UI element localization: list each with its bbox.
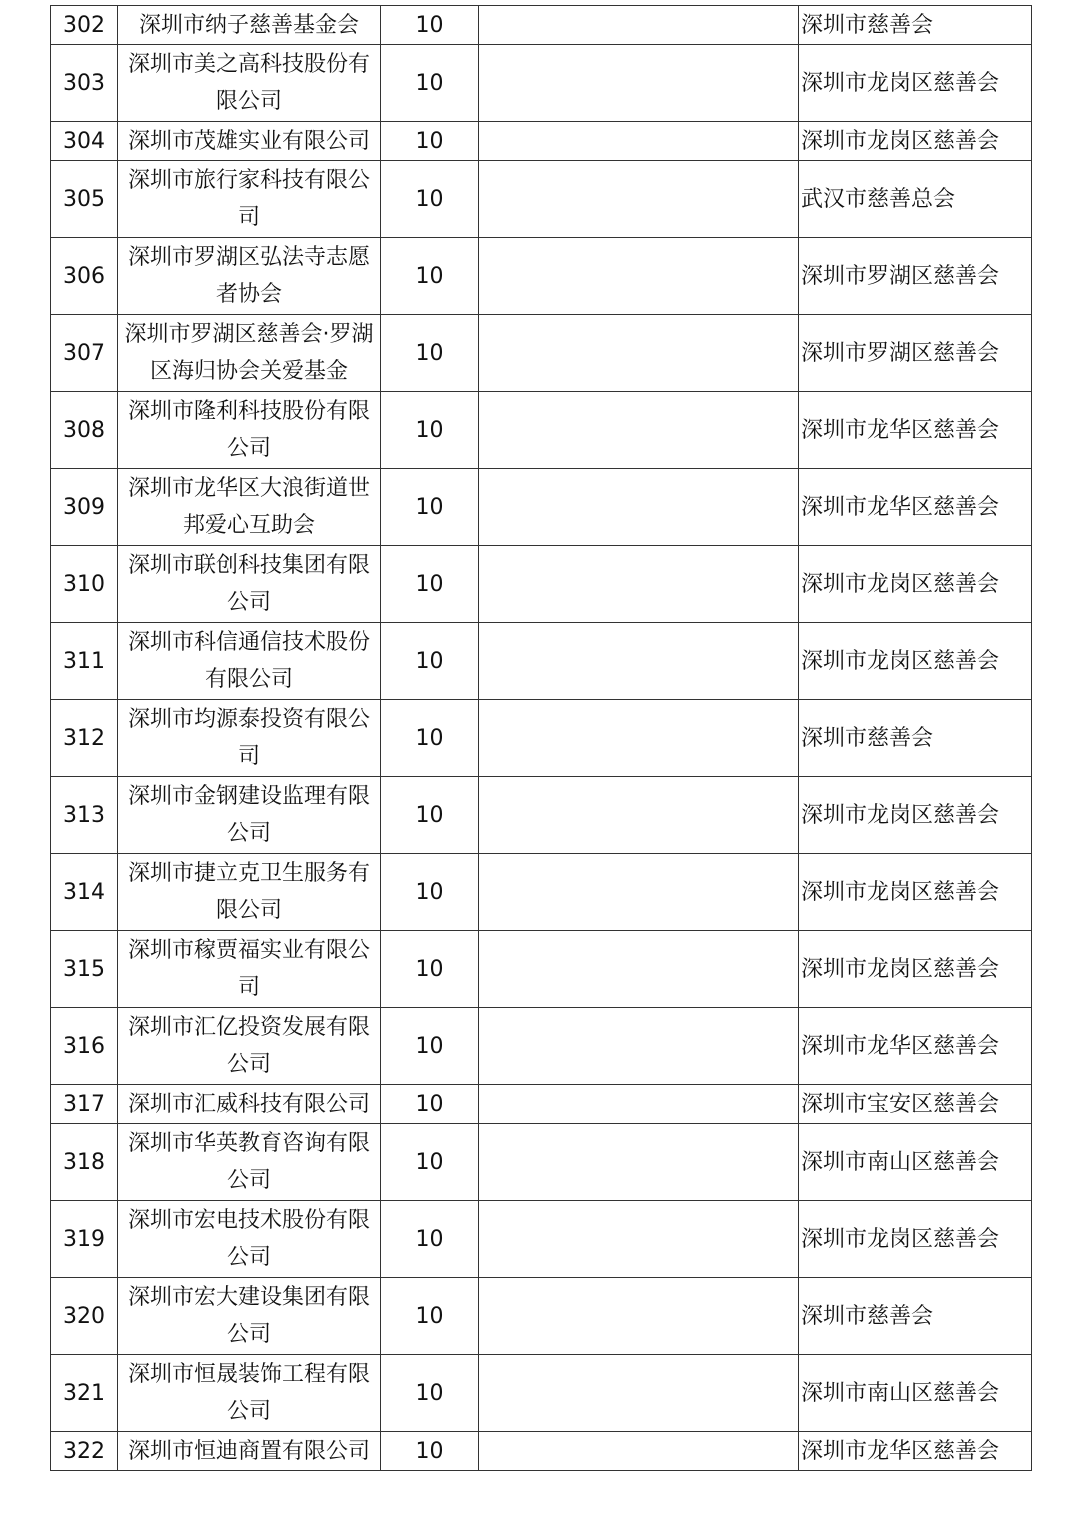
- recipient-cell: 深圳市龙岗区慈善会: [799, 777, 1032, 854]
- recipient-cell: 深圳市慈善会: [799, 6, 1032, 45]
- row-number-cell: 322: [51, 1432, 118, 1471]
- blank-cell: [479, 469, 799, 546]
- amount-cell: 10: [381, 1201, 479, 1278]
- donor-name-cell: 深圳市宏电技术股份有限公司: [118, 1201, 381, 1278]
- table-row: [51, 1201, 1032, 1278]
- amount-cell: 10: [381, 931, 479, 1008]
- table-row: [51, 1008, 1032, 1085]
- blank-cell: [479, 122, 799, 161]
- amount-cell: 10: [381, 777, 479, 854]
- row-number-cell: 319: [51, 1201, 118, 1278]
- blank-cell: [479, 1008, 799, 1085]
- donor-name-cell: 深圳市旅行家科技有限公司: [118, 161, 381, 238]
- amount-cell: 10: [381, 122, 479, 161]
- blank-cell: [479, 315, 799, 392]
- table-row: [51, 122, 1032, 161]
- table-row: [51, 546, 1032, 623]
- table-row: [51, 1355, 1032, 1432]
- donor-name-cell: 深圳市茂雄实业有限公司: [118, 122, 381, 161]
- row-number-cell: 307: [51, 315, 118, 392]
- table-row: [51, 315, 1032, 392]
- recipient-cell: 深圳市龙华区慈善会: [799, 1432, 1032, 1471]
- row-number-cell: 311: [51, 623, 118, 700]
- blank-cell: [479, 45, 799, 122]
- donor-name-cell: 深圳市宏大建设集团有限公司: [118, 1278, 381, 1355]
- row-number-cell: 304: [51, 122, 118, 161]
- donor-name-cell: 深圳市龙华区大浪街道世邦爱心互助会: [118, 469, 381, 546]
- donor-name-cell: 深圳市罗湖区弘法寺志愿者协会: [118, 238, 381, 315]
- amount-cell: 10: [381, 1008, 479, 1085]
- blank-cell: [479, 1278, 799, 1355]
- row-number-cell: 320: [51, 1278, 118, 1355]
- recipient-cell: 深圳市南山区慈善会: [799, 1355, 1032, 1432]
- amount-cell: 10: [381, 469, 479, 546]
- blank-cell: [479, 546, 799, 623]
- row-number-cell: 310: [51, 546, 118, 623]
- row-number-cell: 306: [51, 238, 118, 315]
- donor-name-cell: 深圳市科信通信技术股份有限公司: [118, 623, 381, 700]
- row-number-cell: 305: [51, 161, 118, 238]
- table-row: [51, 161, 1032, 238]
- table-row: [51, 6, 1032, 45]
- table-row: [51, 1085, 1032, 1124]
- amount-cell: 10: [381, 392, 479, 469]
- amount-cell: 10: [381, 854, 479, 931]
- table-row: [51, 1124, 1032, 1201]
- donor-name-cell: 深圳市捷立克卫生服务有限公司: [118, 854, 381, 931]
- blank-cell: [479, 854, 799, 931]
- row-number-cell: 318: [51, 1124, 118, 1201]
- donor-name-cell: 深圳市联创科技集团有限公司: [118, 546, 381, 623]
- recipient-cell: 深圳市龙华区慈善会: [799, 392, 1032, 469]
- amount-cell: 10: [381, 1085, 479, 1124]
- amount-cell: 10: [381, 6, 479, 45]
- amount-cell: 10: [381, 1355, 479, 1432]
- donor-name-cell: 深圳市汇威科技有限公司: [118, 1085, 381, 1124]
- donation-table-container: [50, 5, 1031, 1471]
- table-row: [51, 854, 1032, 931]
- blank-cell: [479, 238, 799, 315]
- recipient-cell: 深圳市龙岗区慈善会: [799, 623, 1032, 700]
- amount-cell: 10: [381, 1124, 479, 1201]
- row-number-cell: 313: [51, 777, 118, 854]
- recipient-cell: 深圳市龙华区慈善会: [799, 1008, 1032, 1085]
- amount-cell: 10: [381, 623, 479, 700]
- blank-cell: [479, 1355, 799, 1432]
- recipient-cell: 深圳市龙岗区慈善会: [799, 854, 1032, 931]
- blank-cell: [479, 623, 799, 700]
- row-number-cell: 315: [51, 931, 118, 1008]
- amount-cell: 10: [381, 546, 479, 623]
- amount-cell: 10: [381, 315, 479, 392]
- amount-cell: 10: [381, 161, 479, 238]
- donor-name-cell: 深圳市稼贾福实业有限公司: [118, 931, 381, 1008]
- table-row: [51, 45, 1032, 122]
- amount-cell: 10: [381, 700, 479, 777]
- row-number-cell: 302: [51, 6, 118, 45]
- row-number-cell: 312: [51, 700, 118, 777]
- donor-name-cell: 深圳市华英教育咨询有限公司: [118, 1124, 381, 1201]
- recipient-cell: 深圳市慈善会: [799, 700, 1032, 777]
- recipient-cell: 深圳市慈善会: [799, 1278, 1032, 1355]
- blank-cell: [479, 1124, 799, 1201]
- table-row: [51, 623, 1032, 700]
- recipient-cell: 深圳市龙岗区慈善会: [799, 546, 1032, 623]
- table-row: [51, 1278, 1032, 1355]
- blank-cell: [479, 6, 799, 45]
- recipient-cell: 深圳市龙华区慈善会: [799, 469, 1032, 546]
- table-row: [51, 1432, 1032, 1471]
- recipient-cell: 深圳市龙岗区慈善会: [799, 122, 1032, 161]
- blank-cell: [479, 1432, 799, 1471]
- amount-cell: 10: [381, 1278, 479, 1355]
- recipient-cell: 深圳市罗湖区慈善会: [799, 238, 1032, 315]
- donor-name-cell: 深圳市汇亿投资发展有限公司: [118, 1008, 381, 1085]
- donor-name-cell: 深圳市罗湖区慈善会·罗湖区海归协会关爱基金: [118, 315, 381, 392]
- table-row: [51, 469, 1032, 546]
- recipient-cell: 深圳市龙岗区慈善会: [799, 931, 1032, 1008]
- row-number-cell: 303: [51, 45, 118, 122]
- row-number-cell: 316: [51, 1008, 118, 1085]
- recipient-cell: 深圳市南山区慈善会: [799, 1124, 1032, 1201]
- blank-cell: [479, 392, 799, 469]
- blank-cell: [479, 700, 799, 777]
- recipient-cell: 深圳市龙岗区慈善会: [799, 45, 1032, 122]
- donor-name-cell: 深圳市恒晟装饰工程有限公司: [118, 1355, 381, 1432]
- table-row: [51, 392, 1032, 469]
- recipient-cell: 武汉市慈善总会: [799, 161, 1032, 238]
- amount-cell: 10: [381, 1432, 479, 1471]
- amount-cell: 10: [381, 45, 479, 122]
- recipient-cell: 深圳市罗湖区慈善会: [799, 315, 1032, 392]
- table-row: [51, 238, 1032, 315]
- row-number-cell: 321: [51, 1355, 118, 1432]
- donation-table-body: [51, 6, 1032, 1471]
- donor-name-cell: 深圳市恒迪商置有限公司: [118, 1432, 381, 1471]
- table-row: [51, 777, 1032, 854]
- donor-name-cell: 深圳市纳子慈善基金会: [118, 6, 381, 45]
- blank-cell: [479, 1201, 799, 1278]
- row-number-cell: 317: [51, 1085, 118, 1124]
- table-row: [51, 931, 1032, 1008]
- recipient-cell: 深圳市龙岗区慈善会: [799, 1201, 1032, 1278]
- row-number-cell: 314: [51, 854, 118, 931]
- donor-name-cell: 深圳市隆利科技股份有限公司: [118, 392, 381, 469]
- amount-cell: 10: [381, 238, 479, 315]
- row-number-cell: 308: [51, 392, 118, 469]
- blank-cell: [479, 1085, 799, 1124]
- blank-cell: [479, 777, 799, 854]
- recipient-cell: 深圳市宝安区慈善会: [799, 1085, 1032, 1124]
- donor-name-cell: 深圳市均源泰投资有限公司: [118, 700, 381, 777]
- row-number-cell: 309: [51, 469, 118, 546]
- blank-cell: [479, 161, 799, 238]
- blank-cell: [479, 931, 799, 1008]
- table-row: [51, 700, 1032, 777]
- donor-name-cell: 深圳市金钢建设监理有限公司: [118, 777, 381, 854]
- donation-table: [50, 5, 1032, 1471]
- donor-name-cell: 深圳市美之高科技股份有限公司: [118, 45, 381, 122]
